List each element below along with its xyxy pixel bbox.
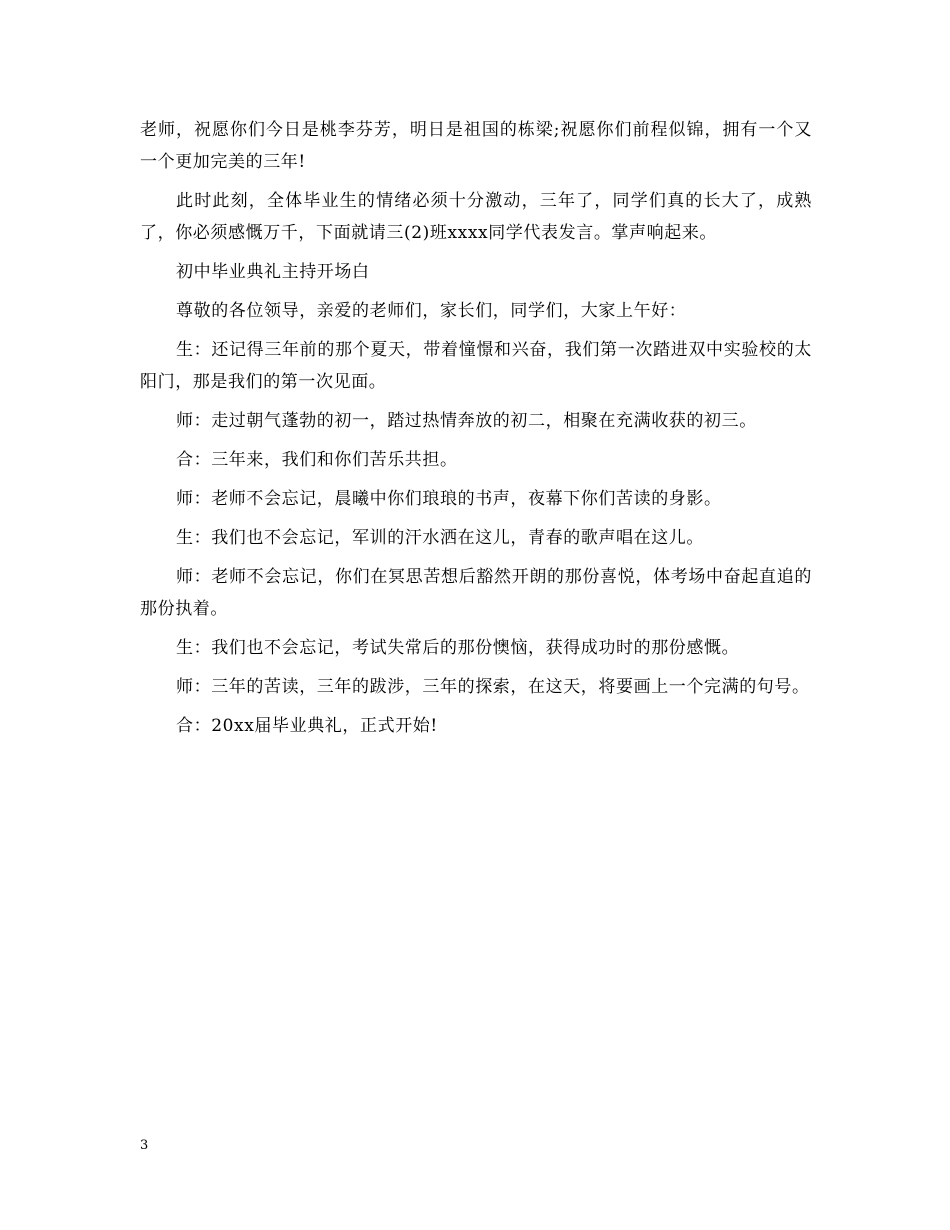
paragraph: 老师，祝愿你们今日是桃李芬芳，明日是祖国的栋梁;祝愿你们前程似锦，拥有一个又一个更加完美的三年! <box>140 120 812 172</box>
paragraph: 生：还记得三年前的那个夏天，带着憧憬和兴奋，我们第一次踏进双中实验校的太阳门，那是我们的第一次见面。 <box>140 340 812 392</box>
paragraph: 师：三年的苦读，三年的跋涉，三年的探索，在这天，将要画上一个完满的句号。 <box>176 677 810 697</box>
paragraph: 尊敬的各位领导，亲爱的老师们，家长们，同学们，大家上午好： <box>176 301 687 321</box>
paragraph: 师：走过朝气蓬勃的初一，踏过热情奔放的初二，相聚在充满收获的初三。 <box>176 411 757 431</box>
paragraph: 合：20xx届毕业典礼，正式开始! <box>176 716 438 736</box>
paragraph: 师：老师不会忘记，你们在冥思苦想后豁然开朗的那份喜悦，体考场中奋起直追的那份执着。 <box>140 567 812 619</box>
paragraph: 合：三年来，我们和你们苦乐共担。 <box>176 450 458 470</box>
page-number: 3 <box>140 1138 149 1153</box>
paragraph: 师：老师不会忘记，晨曦中你们琅琅的书声，夜幕下你们苦读的身影。 <box>176 489 722 509</box>
document-body <box>140 114 812 749</box>
paragraph: 生：我们也不会忘记，军训的汗水洒在这儿，青春的歌声唱在这儿。 <box>176 528 704 548</box>
paragraph: 此时此刻，全体毕业生的情绪必须十分激动，三年了，同学们真的长大了，成熟了，你必须感慨万千，下面就请三(2)班xxxx同学代表发言。掌声响起来。 <box>140 191 812 243</box>
paragraph: 生：我们也不会忘记，考试失常后的那份懊恼，获得成功时的那份感慨。 <box>176 638 740 658</box>
section-heading: 初中毕业典礼主持开场白 <box>176 262 370 282</box>
